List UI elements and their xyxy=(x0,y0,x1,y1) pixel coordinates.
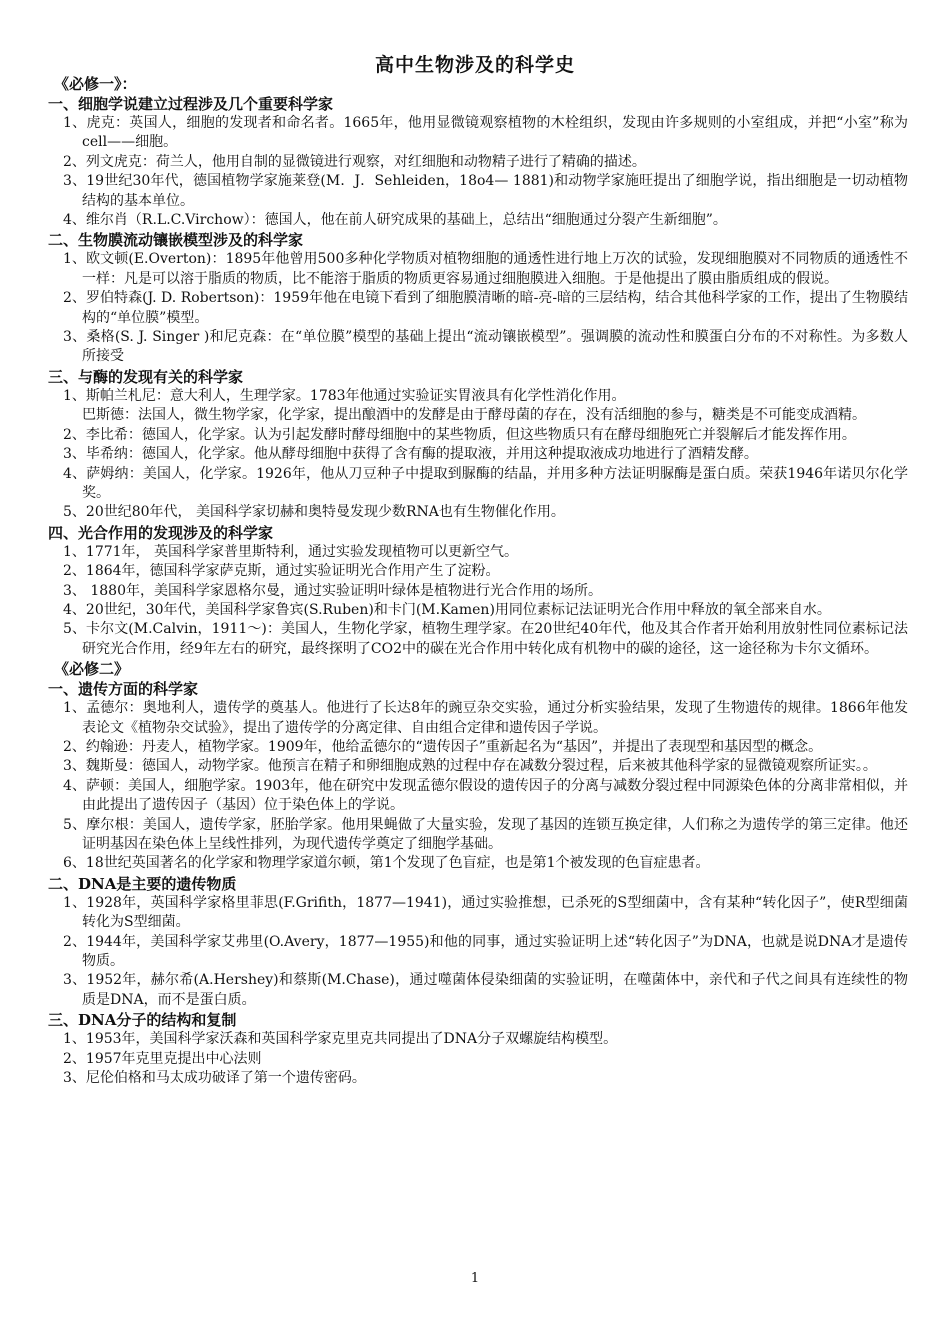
list-item: 1、1928年，英国科学家格里菲思(F.Grifith，1877—1941)，通过实验推想，已杀死的S型细菌中，含有某种“转化因子”，使R型细菌转化为S型细菌。 xyxy=(63,894,908,931)
section-heading: 二、DNA是主要的遗传物质 xyxy=(48,874,237,893)
list-item: 5、20世纪80年代， 美国科学家切赫和奥特曼发现少数RNA也有生物催化作用。 xyxy=(63,504,565,521)
list-item: 2、1957年克里克提出中心法则 xyxy=(63,1050,262,1067)
section-heading: 一、细胞学说建立过程涉及几个重要科学家 xyxy=(48,95,334,113)
section-heading: 二、生物膜流动镶嵌模型涉及的科学家 xyxy=(48,231,304,250)
list-item: 3、桑格(S. J. Singer )和尼克森：在“单位膜”模型的基础上提出“流动镶嵌模型”。强调膜的流动性和膜蛋白分布的不对称性。为多数人所接受 xyxy=(63,329,908,365)
page-number: 1 xyxy=(470,1271,480,1286)
list-item: 2、1944年，美国科学家艾弗里(O.Avery，1877—1955)和他的同事，通过实验证明上述“转化因子”为DNA，也就是说DNA才是遗传物质。 xyxy=(63,933,908,970)
list-item: 1、1771年， 英国科学家普里斯特利，通过实验发现植物可以更新空气。 xyxy=(63,543,518,560)
volume-heading: 《必修一》： xyxy=(54,75,137,93)
section-heading: 一、遗传方面的科学家 xyxy=(48,680,199,699)
list-item: 2、1864年，德国科学家萨克斯，通过实验证明光合作用产生了淀粉。 xyxy=(63,563,500,580)
list-item: 4、萨姆纳：美国人，化学家。1926年，他从刀豆种子中提取到脲酶的结晶，并用多种方法证明脲酶是蛋白质。荣获1946年诺贝尔化学奖。 xyxy=(63,465,908,501)
list-item: 5、卡尔文(M.Calvin，1911～)：美国人，生物化学家，植物生理学家。在20世纪40年代，他及其合作者开始利用放射性同位素标记法研究光合作用，经9年左右的研究，最终探明了CO2中的碳在光合作用中转化成有机物中的碳的途径，这一途径称为卡尔文循环。 xyxy=(63,621,908,657)
list-item: 3、 1880年，美国科学家恩格尔曼，通过实验证明叶绿体是植物进行光合作用的场所。 xyxy=(63,582,602,599)
list-item: 5、摩尔根：美国人，遗传学家，胚胎学家。他用果蝇做了大量实验，发现了基因的连锁互换定律，人们称之为遗传学的第三定律。他还证明基因在染色体上呈线性排列，为现代遗传学奠定了细胞学基础。 xyxy=(63,816,908,852)
section-heading: 三、与酶的发现有关的科学家 xyxy=(48,367,244,386)
list-item: 2、约翰逊：丹麦人，植物学家。1909年，他给孟德尔的“遗传因子”重新起名为“基因”，并提出了表现型和基因型的概念。 xyxy=(63,738,823,755)
list-item: 6、18世纪英国著名的化学家和物理学家道尔顿，第1个发现了色盲症，也是第1个被发现的色盲症患者。 xyxy=(63,855,710,872)
list-item: 3、魏斯曼：德国人，动物学家。他预言在精子和卵细胞成熟的过程中存在减数分裂过程，后来被其他科学家的显微镜观察所证实。。 xyxy=(63,758,877,775)
list-item: 4、20世纪，30年代，美国科学家鲁宾(S.Ruben)和卡门(M.Kamen)用同位素标记法证明光合作用中释放的氧全部来自水。 xyxy=(63,601,831,618)
list-item: 2、列文虎克：荷兰人，他用自制的显微镜进行观察，对红细胞和动物精子进行了精确的描述。 xyxy=(63,153,646,170)
list-item: 4、维尔肖（R.L.C.Virchow）：德国人，他在前人研究成果的基础上，总结出“细胞通过分裂产生新细胞”。 xyxy=(63,212,727,229)
list-item: 1、孟德尔：奥地利人，遗传学的奠基人。他进行了长达8年的豌豆杂交实验，通过分析实验结果，发现了生物遗传的规律。1866年他发表论文《植物杂交试验》，提出了遗传学的分离定律、自由组合定律和遗传因子学说。 xyxy=(63,700,908,736)
section-heading: 四、光合作用的发现涉及的科学家 xyxy=(48,523,274,542)
list-item: 3、1952年，赫尔希(A.Hershey)和蔡斯(M.Chase)，通过噬菌体侵染细菌的实验证明，在噬菌体中，亲代和子代之间具有连续性的物质是DNA，而不是蛋白质。 xyxy=(63,972,908,1008)
section-heading: 三、DNA分子的结构和复制 xyxy=(48,1011,237,1030)
volume-heading: 《必修二》 xyxy=(54,660,130,679)
list-item: 1、1953年，美国科学家沃森和英国科学家克里克共同提出了DNA分子双螺旋结构模型。 xyxy=(63,1031,618,1048)
document-body xyxy=(48,74,908,1088)
list-item: 2、李比希：德国人，化学家。认为引起发酵时酵母细胞中的某些物质，但这些物质只有在酵母细胞死亡并裂解后才能发挥作用。 xyxy=(63,426,856,443)
document-title: 高中生物涉及的科学史 xyxy=(374,54,575,76)
list-item: 3、毕希纳：德国人，化学家。他从酵母细胞中获得了含有酶的提取液，并用这种提取液成功地进行了酒精发酵。 xyxy=(63,446,758,463)
list-item: 1、斯帕兰札尼：意大利人，生理学家。1783年他通过实验证实胃液具有化学性消化作用。 xyxy=(63,387,626,404)
list-item: 巴斯德：法国人，微生物学家，化学家，提出酿酒中的发酵是由于酵母菌的存在，没有活细胞的参与，糖类是不可能变成酒精。 xyxy=(82,407,866,424)
list-item: 1、虎克：英国人，细胞的发现者和命名者。1665年，他用显微镜观察植物的木栓组织，发现由许多规则的小室组成，并把“小室”称为cell——细胞。 xyxy=(63,115,908,151)
list-item: 2、罗伯特森(J. D. Robertson)：1959年他在电镜下看到了细胞膜清晰的暗-亮-暗的三层结构，结合其他科学家的工作，提出了生物膜结构的“单位膜”模型。 xyxy=(63,290,908,326)
list-item: 4、萨顿：美国人，细胞学家。1903年，他在研究中发现孟德尔假设的遗传因子的分离与减数分裂过程中同源染色体的分离非常相似，并由此提出了遗传因子（基因）位于染色体上的学说。 xyxy=(63,777,908,814)
list-item: 3、19世纪30年代，德国植物学家施莱登(M．J．Sehleiden，18o4— 1881)和动物学家施旺提出了细胞学说，指出细胞是一切动植物结构的基本单位。 xyxy=(63,173,908,209)
list-item: 1、欧文顿(E.Overton)：1895年他曾用500多种化学物质对植物细胞的通透性进行地上万次的试验，发现细胞膜对不同物质的通透性不一样：凡是可以溶于脂质的物质，比不能溶于脂质的物质更容易通过细胞膜进入细胞。于是他提出了膜由脂质组成的假说。 xyxy=(63,251,908,287)
list-item: 3、尼伦伯格和马太成功破译了第一个遗传密码。 xyxy=(63,1070,366,1087)
